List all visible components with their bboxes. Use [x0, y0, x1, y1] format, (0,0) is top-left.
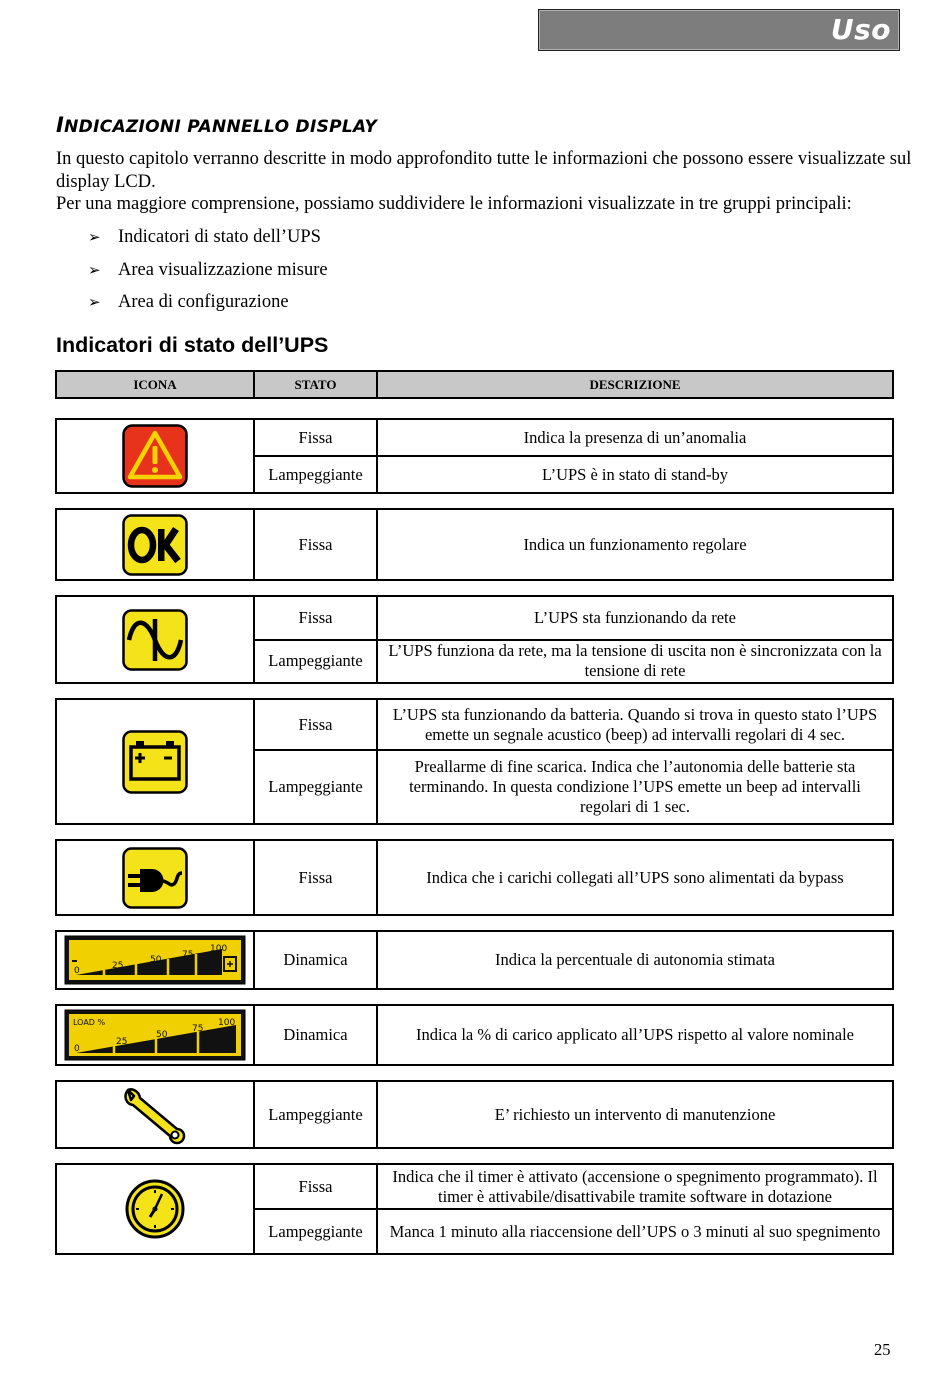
- warning-icon: [122, 424, 188, 488]
- table-row: Lampeggiante E’ richiesto un intervento di manutenzione: [255, 1082, 892, 1147]
- table-row: Fissa L’UPS sta funzionando da rete: [255, 597, 892, 639]
- intro-line-2: Per una maggiore comprensione, possiamo suddividere le informazioni visualizzate in tre gruppi principali:: [56, 194, 852, 214]
- ok-icon: [122, 514, 188, 576]
- load-scale-0: 0: [74, 1044, 80, 1054]
- status-group-mains: [55, 595, 894, 684]
- arrow-bullet-icon: ➢: [88, 260, 101, 279]
- load-level-bar-icon: [64, 1009, 246, 1061]
- status-group-ok: [55, 508, 894, 581]
- battery-icon: [122, 730, 188, 794]
- battery-scale-0: 0: [74, 966, 80, 976]
- table-row: Lampeggiante L’UPS è in stato di stand-by: [255, 455, 892, 492]
- table-row: Fissa Indica che i carichi collegati all’UPS sono alimentati da bypass: [255, 841, 892, 914]
- status-group-bypass: [55, 839, 894, 916]
- status-group-battery-level: [55, 930, 894, 990]
- table-header: [55, 370, 894, 399]
- table-row: Lampeggiante L’UPS funziona da rete, ma la tensione di uscita non è sincronizzata con la tensione di rete: [255, 639, 892, 683]
- load-scale-100: 100: [218, 1018, 236, 1028]
- bullet-list: [88, 225, 328, 323]
- table-row: Dinamica Indica la % di carico applicato all’UPS rispetto al valore nominale: [255, 1006, 892, 1064]
- load-scale-75: 75: [192, 1024, 204, 1034]
- table-row: Fissa Indica un funzionamento regolare: [255, 510, 892, 579]
- table-row: Dinamica Indica la percentuale di autonomia stimata: [255, 932, 892, 988]
- status-group-maintenance: [55, 1080, 894, 1149]
- list-item: ➢ Area visualizzazione misure: [88, 259, 328, 280]
- table-row: Lampeggiante Preallarme di fine scarica. Indica che l’autonomia delle batterie sta terminando. In questa condizione l’UPS emette un beep ad intervalli regolari di 1 sec.: [255, 749, 892, 823]
- intro-paragraph: [56, 148, 916, 216]
- table-row: Fissa Indica la presenza di un’anomalia: [255, 420, 892, 455]
- chapter-label: Uso: [830, 13, 891, 46]
- load-scale-50: 50: [156, 1030, 168, 1040]
- wrench-icon: [120, 1084, 190, 1146]
- header-icon: ICONA: [57, 372, 255, 397]
- table-row: Fissa Indica che il timer è attivato (accensione o spegnimento programmato). Il timer è attivabile/disattivabile tramite software in dotazione: [255, 1165, 892, 1208]
- load-scale-25: 25: [116, 1037, 128, 1047]
- header-state: STATO: [255, 372, 378, 397]
- subsection-title: Indicatori di stato dell’UPS: [56, 333, 329, 357]
- battery-scale-50: 50: [150, 955, 162, 965]
- list-item: ➢ Area di configurazione: [88, 292, 289, 312]
- section-title: INDICAZIONI PANNELLO DISPLAY: [56, 113, 378, 137]
- plug-icon: [122, 847, 188, 909]
- chapter-tab: [538, 9, 900, 51]
- battery-scale-25: 25: [112, 961, 124, 971]
- header-description: DESCRIZIONE: [589, 376, 681, 392]
- table-row: Lampeggiante Manca 1 minuto alla riaccensione dell’UPS o 3 minuti al suo spegnimento: [255, 1208, 892, 1253]
- status-group-warning: [55, 418, 894, 494]
- status-group-battery: [55, 698, 894, 825]
- battery-level-bar-icon: [64, 935, 246, 985]
- battery-scale-75: 75: [182, 950, 194, 960]
- intro-line-1: In questo capitolo verranno descritte in modo approfondito tutte le informazioni che possono essere visualizzate sul display LCD.: [56, 149, 912, 192]
- arrow-bullet-icon: ➢: [88, 293, 101, 311]
- sine-wave-icon: [122, 609, 188, 671]
- load-label: LOAD %: [73, 1018, 106, 1027]
- status-group-load-level: [55, 1004, 894, 1066]
- battery-scale-100: 100: [210, 944, 228, 954]
- list-item: ➢ Indicatori di stato dell’UPS: [88, 227, 321, 247]
- arrow-bullet-icon: ➢: [88, 228, 101, 246]
- page-number: 25: [874, 1340, 891, 1359]
- clock-icon: [124, 1178, 186, 1240]
- status-group-timer: [55, 1163, 894, 1255]
- table-row: Fissa L’UPS sta funzionando da batteria. Quando si trova in questo stato l’UPS emette un segnale acustico (beep) ad intervalli regolari di 4 sec.: [255, 700, 892, 749]
